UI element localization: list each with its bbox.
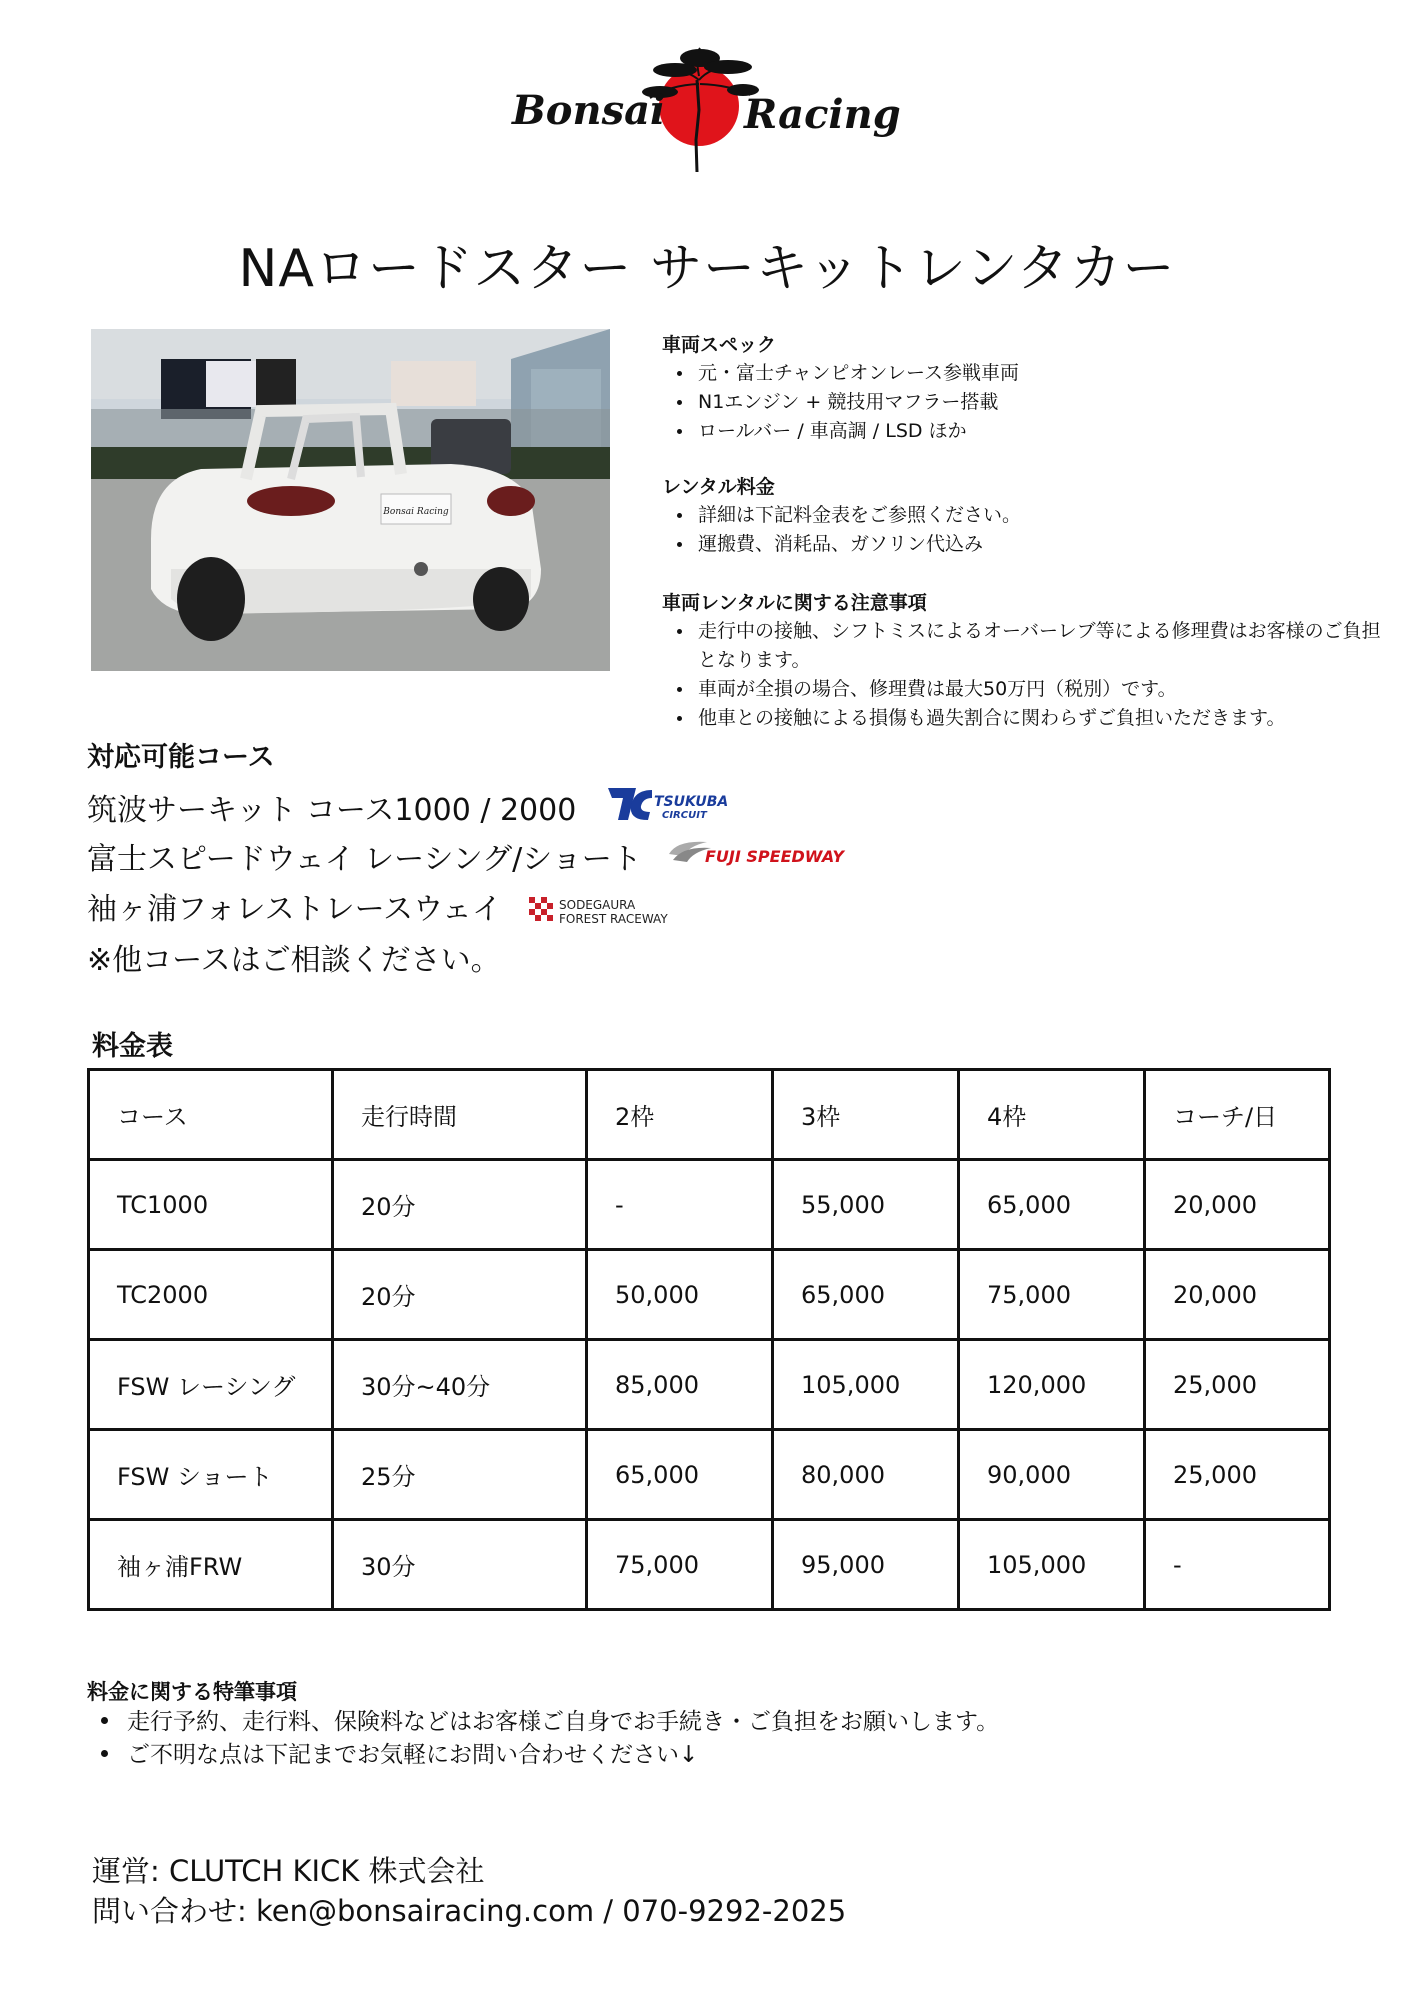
table-cell: 20,000 [1145,1160,1330,1250]
list-item: ロールバー / 車高調 / LSD ほか [662,417,1382,446]
rental-fee-heading: レンタル料金 [662,476,775,498]
course-item-tsukuba [87,785,744,836]
table-cell: 90,000 [959,1430,1145,1520]
table-cell: - [587,1160,773,1250]
fee-notes-heading: 料金に関する特筆事項 [87,1680,297,1704]
course-name: 袖ヶ浦フォレストレースウェイ [87,892,502,927]
sodegaura-logo [529,893,689,937]
header-cell: 走行時間 [333,1070,587,1160]
courses-other-note: ※他コースはご相談ください。 [87,943,501,978]
table-cell: 30分 [333,1520,587,1610]
svg-text:CIRCUIT: CIRCUIT [661,809,707,821]
logo-left-text: Bonsai [512,87,666,134]
svg-text:TSUKUBA: TSUKUBA [653,793,729,810]
vehicle-spec-heading: 車両スペック [662,334,777,356]
header-cell: 2枠 [587,1070,773,1160]
table-cell: 75,000 [959,1250,1145,1340]
svg-text:FOREST RACEWAY: FOREST RACEWAY [559,911,669,926]
fee-notes-list [87,1706,1337,1772]
sodegaura-checker-flag-icon [529,893,689,929]
table-cell: 25分 [333,1430,587,1520]
table-cell: 95,000 [773,1520,959,1610]
table-row [89,1160,1330,1250]
table-cell: 85,000 [587,1340,773,1430]
table-cell: 105,000 [959,1520,1145,1610]
price-table-heading: 料金表 [92,1031,173,1062]
table-cell: 65,000 [587,1430,773,1520]
tsukuba-logo-icon [604,784,744,824]
page-title: NAロードスター サーキットレンタカー [238,239,1176,299]
table-cell: 袖ヶ浦FRW [89,1520,333,1610]
logo-right-text: Racing [744,91,901,138]
table-cell: 20,000 [1145,1250,1330,1340]
rental-notes-heading: 車両レンタルに関する注意事項 [662,592,927,614]
table-cell: TC2000 [89,1250,333,1340]
header-cell: コーチ/日 [1145,1070,1330,1160]
table-cell: 50,000 [587,1250,773,1340]
courses-heading: 対応可能コース [87,742,275,773]
table-cell: 80,000 [773,1430,959,1520]
vehicle-spec-section [662,330,1382,446]
list-item: ご不明な点は下記までお気軽にお問い合わせください↓ [87,1739,1337,1772]
table-cell: 25,000 [1145,1340,1330,1430]
course-item-sodegaura [87,884,689,933]
table-cell: 20分 [333,1160,587,1250]
table-cell: FSW レーシング [89,1340,333,1430]
list-item: 他車との接触による損傷も過失割合に関わらずご負担いただきます。 [662,704,1382,733]
table-cell: 65,000 [773,1250,959,1340]
list-item: 元・富士チャンピオンレース参戦車両 [662,359,1382,388]
plate-text: Bonsai Racing [383,507,449,517]
vehicle-spec-list [662,359,1382,446]
course-name: 富士スピードウェイ レーシング/ショート [87,842,642,877]
list-item: N1エンジン + 競技用マフラー搭載 [662,388,1382,417]
list-item: 運搬費、消耗品、ガソリン代込み [662,530,1382,559]
table-row [89,1250,1330,1340]
table-header-row [89,1070,1330,1160]
table-cell: 65,000 [959,1160,1145,1250]
list-item: 走行中の接触、シフトミスによるオーバーレブ等による修理費はお客様のご負担となります。 [662,617,1382,675]
car-photo [91,329,610,671]
bonsai-racing-logo [500,40,920,180]
header-cell: 4枠 [959,1070,1145,1160]
course-item-fuji [87,834,907,884]
table-cell: 25,000 [1145,1430,1330,1520]
rental-notes-list [662,617,1382,733]
operator-text: 運営: CLUTCH KICK 株式会社 [92,1854,485,1888]
table-cell: - [1145,1520,1330,1610]
list-item: 車両が全損の場合、修理費は最大50万円（税別）です。 [662,675,1382,704]
rental-fee-list [662,501,1382,559]
rental-notes-section [662,588,1382,733]
svg-text:SODEGAURA: SODEGAURA [559,897,636,912]
price-table [87,1068,1331,1611]
header-cell: コース [89,1070,333,1160]
table-cell: 75,000 [587,1520,773,1610]
bonsai-tree-logo-icon [500,40,920,180]
table-cell: FSW ショート [89,1430,333,1520]
list-item: 走行予約、走行料、保険料などはお客様ご自身でお手続き・ご負担をお願いします。 [87,1706,1337,1739]
table-cell: 55,000 [773,1160,959,1250]
table-row [89,1430,1330,1520]
list-item: 詳細は下記料金表をご参照ください。 [662,501,1382,530]
fuji-speedway-logo-icon [667,836,907,874]
table-cell: TC1000 [89,1160,333,1250]
table-row [89,1340,1330,1430]
table-cell: 105,000 [773,1340,959,1430]
course-name: 筑波サーキット コース1000 / 2000 [87,793,577,828]
tsukuba-circuit-logo [604,784,744,832]
svg-text:FUJI SPEEDWAY: FUJI SPEEDWAY [705,846,845,866]
table-cell: 30分~40分 [333,1340,587,1430]
header-cell: 3枠 [773,1070,959,1160]
table-cell: 120,000 [959,1340,1145,1430]
contact-text: 問い合わせ: ken@bonsairacing.com / 070-9292-2025 [92,1894,847,1928]
fuji-speedway-logo [667,836,907,882]
rental-fee-section [662,472,1382,559]
table-cell: 20分 [333,1250,587,1340]
table-row [89,1520,1330,1610]
